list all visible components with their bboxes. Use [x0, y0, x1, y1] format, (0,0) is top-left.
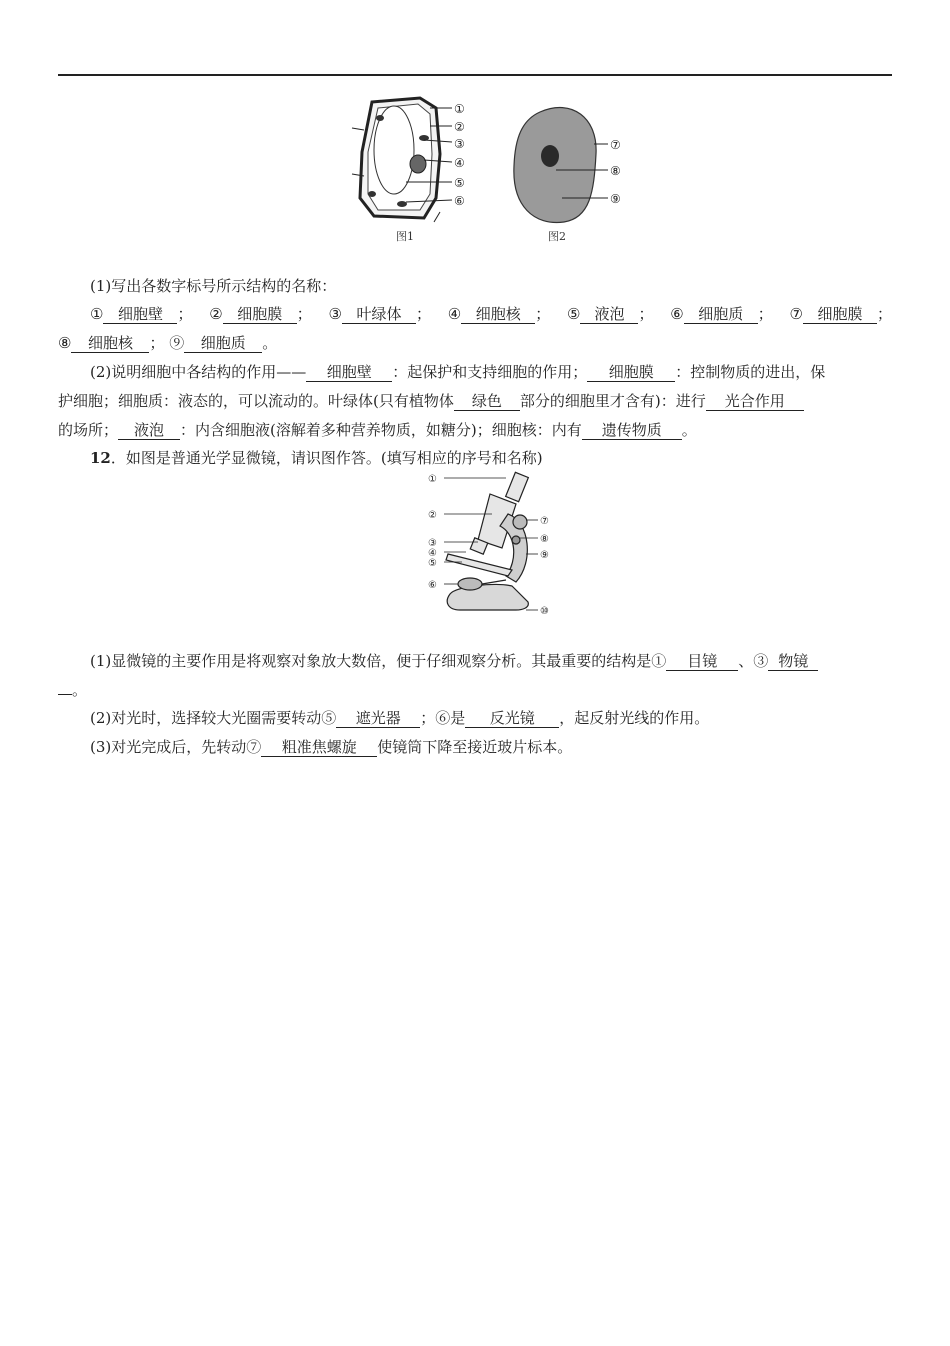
q11-p1-intro: (1)写出各数字标号所示结构的名称： — [90, 277, 337, 295]
item1: ① 细胞壁 ； — [90, 305, 193, 323]
q11-p2-line1: (2)说明细胞中各结构的作用—— 细胞壁 ：起保护和支持细胞的作用； 细胞膜 ：控制物质的进出，保 — [90, 363, 826, 381]
mic-label-3: ③ — [428, 538, 437, 549]
q12-p2: (2)对光时，选择较大光圈需要转动⑤ 遮光器 ；⑥是 反光镜 ，起反射光线的作用。 — [90, 709, 710, 727]
item7: ⑦ 细胞膜 ； — [789, 305, 892, 323]
fig1-label-4: ④ — [454, 156, 465, 170]
fig1-label-5: ⑤ — [454, 176, 465, 190]
q11-p2-line3: 的场所； 液泡 ：内含细胞液(溶解着多种营养物质，如糖分)；细胞核：内有 遗传物质 。 — [58, 421, 697, 439]
mic-label-5: ⑤ — [428, 558, 437, 569]
item3: ③ 叶绿体 ； — [328, 305, 431, 323]
blank-vacuole: 液泡 — [118, 421, 180, 440]
mic-label-6: ⑥ — [428, 580, 437, 591]
item4: ④ 细胞核 ； — [447, 305, 551, 323]
animal-cell-drawing — [514, 108, 596, 223]
q11-p2-line2: 护细胞；细胞质：液态的，可以流动的。叶绿体(只有植物体 绿色 部分的细胞里才含有)：进行 光合作用 — [58, 391, 892, 411]
fig2-label-8: ⑧ — [610, 164, 621, 178]
mic-label-9: ⑨ — [540, 550, 549, 561]
blank-eyepiece: 目镜 — [666, 652, 738, 671]
blank-mirror: 反光镜 — [465, 709, 559, 728]
q11-answers-row1 — [58, 304, 892, 324]
blank-photosynthesis: 光合作用 — [706, 392, 804, 411]
mic-label-4: ④ — [428, 548, 437, 559]
blank-objective: 物镜 — [768, 652, 818, 671]
mic-label-7: ⑦ — [540, 516, 549, 527]
mic-label-8: ⑧ — [540, 534, 549, 545]
blank-2: 细胞膜 — [223, 305, 297, 324]
fig1-caption: 图1 — [396, 230, 414, 243]
blank-9: 细胞质 — [184, 334, 262, 353]
header-rule — [58, 74, 892, 76]
blank-3: 叶绿体 — [342, 305, 416, 324]
fig1-label-3: ③ — [454, 137, 465, 151]
blank-coarse-focus: 粗准焦螺旋 — [261, 738, 377, 757]
blank-diaphragm: 遮光器 — [336, 709, 420, 728]
q11-answers-row2: ⑧ 细胞核 ； ⑨ 细胞质 。 — [58, 334, 278, 352]
blank-4: 细胞核 — [461, 305, 535, 324]
fig1-label-6: ⑥ — [454, 194, 465, 208]
fig2-caption: 图2 — [548, 230, 566, 243]
blank-5: 液泡 — [580, 305, 638, 324]
fig1-label-2: ② — [454, 120, 465, 134]
cell-figures — [350, 94, 640, 246]
microscope-svg — [426, 468, 556, 620]
q12-p1-line2: 。 — [58, 680, 892, 700]
blank-6: 细胞质 — [684, 305, 758, 324]
blank-genetic: 遗传物质 — [582, 421, 682, 440]
blank-7: 细胞膜 — [803, 305, 877, 324]
item5: ⑤ 液泡 ； — [567, 305, 654, 323]
item2: ② 细胞膜 ； — [209, 305, 312, 323]
fig2-label-7: ⑦ — [610, 138, 621, 152]
mic-label-1: ① — [428, 474, 437, 485]
item6: ⑥ 细胞质 ； — [670, 305, 773, 323]
microscope-figure — [426, 468, 556, 620]
microscope-drawing — [446, 472, 528, 610]
blank-membrane: 细胞膜 — [587, 363, 675, 382]
mic-label-2: ② — [428, 510, 437, 521]
q12-p3: (3)对光完成后，先转动⑦ 粗准焦螺旋 使镜筒下降至接近玻片标本。 — [90, 738, 573, 756]
blank-8: 细胞核 — [71, 334, 149, 353]
q12-stem: 12．如图是普通光学显微镜，请识图作答。(填写相应的序号和名称) — [90, 449, 543, 467]
blank-green: 绿色 — [454, 392, 520, 411]
q12-number: 12 — [90, 449, 111, 467]
blank-1: 细胞壁 — [103, 305, 177, 324]
fig2-label-9: ⑨ — [610, 192, 621, 206]
blank-wall: 细胞壁 — [306, 363, 392, 382]
fig1-label-1: ① — [454, 102, 465, 116]
q12-p1-line1: (1)显微镜的主要作用是将观察对象放大数倍，便于仔细观察分析。其最重要的结构是① 目镜 、③ 物镜 — [58, 651, 892, 671]
cell-figures-svg — [350, 94, 640, 246]
mic-label-10: ⑩ — [540, 606, 549, 617]
blank-objective-cont — [58, 694, 72, 695]
